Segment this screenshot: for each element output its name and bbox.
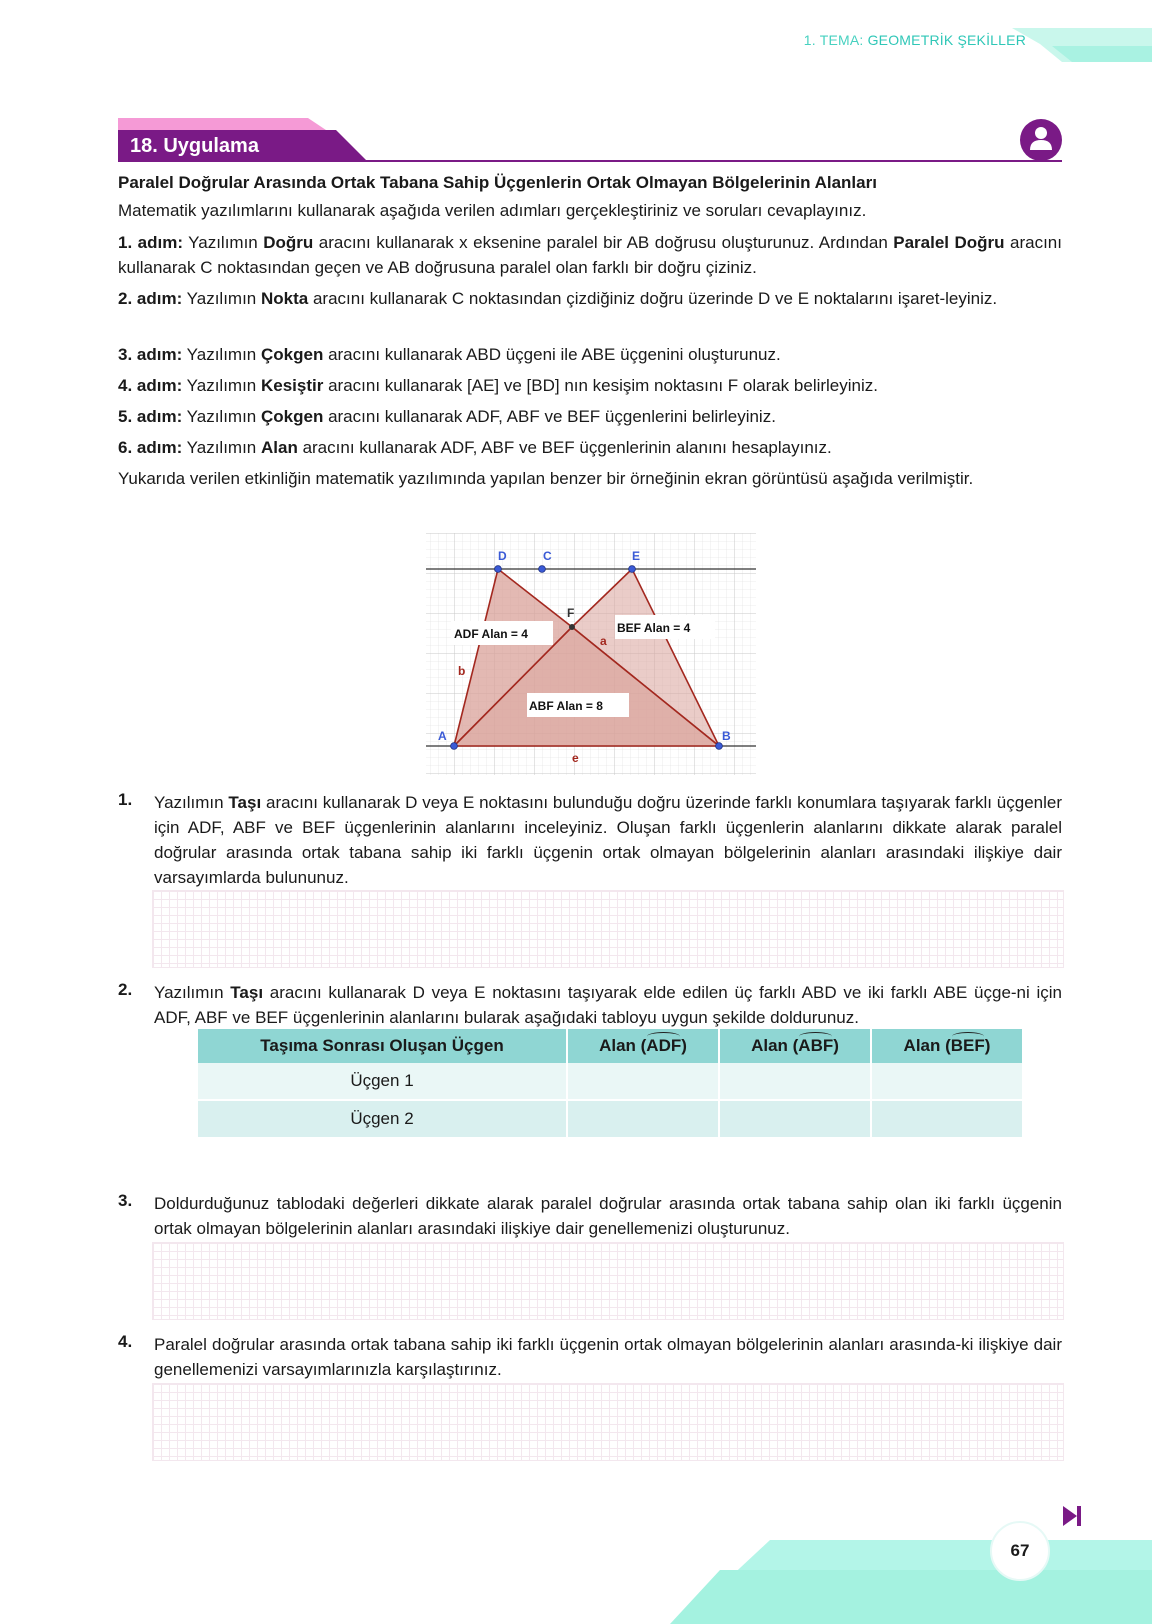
cell-bef-1[interactable]: [872, 1063, 1022, 1101]
table-header-bef: Alan (BEF): [872, 1029, 1022, 1063]
question-3-text: Doldurduğunuz tablodaki değerleri dikkate alarak paralel doğrular arasında ortak tabana sahip olan iki farklı üçgenin ortak olmayan bölgelerinin alanları arasındaki ilişkiye dair genellemenizi oluşturunuz.: [154, 1194, 1062, 1238]
row-label-1: Üçgen 1: [198, 1063, 566, 1101]
step-6: 6. adım: Yazılımın Alan aracını kullanarak ADF, ABF ve BEF üçgenlerinin alanını hesaplayınız.: [118, 438, 832, 457]
point-e: [629, 566, 636, 573]
step-2: 2. adım: Yazılımın Nokta aracını kullanarak C noktasından çizdiğiniz doğru üzerinde D ve E noktalarını işaret-leyiniz.: [118, 289, 998, 308]
step-3: 3. adım: Yazılımın Çokgen aracını kullanarak ABD üçgeni ile ABE üçgenini oluşturunuz.: [118, 345, 781, 364]
answer-area-1[interactable]: [152, 890, 1064, 968]
table-header-adf: Alan (ADF): [568, 1029, 718, 1063]
point-b: [716, 743, 723, 750]
label-e: E: [632, 549, 641, 563]
table-header-triangle: Taşıma Sonrası Oluşan Üçgen: [198, 1029, 566, 1063]
cell-abf-1[interactable]: [720, 1063, 870, 1101]
label-a: A: [438, 729, 447, 743]
question-2-text: Yazılımın Taşı aracını kullanarak D veya E noktasını taşıyarak elde edilen üç farklı ABD ve iki farklı ABE üçge-ni için ADF, ABF ve BEF üçgenlerinin alanlarını bularak aşağıdaki tabloyu uygun şekilde doldurunuz.: [154, 983, 1062, 1027]
answer-area-3[interactable]: [152, 1242, 1064, 1320]
label-segment-a: a: [600, 634, 607, 648]
abf-area-label: ABF Alan = 8: [529, 699, 603, 713]
row-label-2: Üçgen 2: [198, 1101, 566, 1137]
label-b: B: [722, 729, 731, 743]
person-icon: [1020, 119, 1062, 161]
theme-prefix: 1. TEMA:: [803, 32, 868, 48]
point-c: [539, 566, 546, 573]
label-c: C: [543, 549, 552, 563]
section-title: 18. Uygulama: [130, 135, 259, 157]
area-table: [196, 1029, 1024, 1137]
activity-heading: Paralel Doğrular Arasında Ortak Tabana Sahip Üçgenlerin Ortak Olmayan Bölgelerinin Alanları: [118, 173, 877, 192]
step-5: 5. adım: Yazılımın Çokgen aracını kullanarak ADF, ABF ve BEF üçgenlerini belirleyiniz.: [118, 407, 776, 426]
label-d: D: [498, 549, 507, 563]
adf-area-label: ADF Alan = 4: [454, 627, 528, 641]
footer-decoration: [640, 1540, 1152, 1624]
theme-name: GEOMETRİK ŞEKİLLER: [867, 32, 1026, 48]
outro-text: Yukarıda verilen etkinliğin matematik yazılımında yapılan benzer bir örneğinin ekran görüntüsü aşağıda verilmiştir.: [118, 469, 974, 488]
point-f: [569, 624, 575, 630]
step-4: 4. adım: Yazılımın Kesiştir aracını kullanarak [AE] ve [BD] nın kesişim noktasını F olarak belirleyiniz.: [118, 376, 878, 395]
label-f: F: [567, 606, 575, 620]
bef-area-label: BEF Alan = 4: [617, 621, 691, 635]
page-number: 67: [990, 1521, 1050, 1581]
theme-header: [804, 32, 1026, 48]
next-page-icon[interactable]: [1061, 1504, 1083, 1528]
question-1-text: Yazılımın Taşı aracını kullanarak D veya E noktasını bulunduğu doğru üzerinde farklı konumlara taşıyarak farklı üçgenler için ADF, ABF ve BEF üçgenlerinin alanlarını inceleyiniz. Oluşan farklı üçgenlerin alanlarını dikkate alarak paralel doğrular arasında ortak tabana sahip iki farklı üçgenin ortak olmayan bölgelerinin alanları arasındaki ilişkiye dair varsayımlarda bulununuz.: [154, 793, 1062, 887]
intro-text: Matematik yazılımlarını kullanarak aşağıda verilen adımları gerçekleştiriniz ve soruları cevaplayınız.: [118, 201, 867, 220]
label-segment-e: e: [572, 751, 579, 765]
title-bar: [118, 118, 1062, 164]
point-a: [451, 743, 458, 750]
question-4-text: Paralel doğrular arasında ortak tabana sahip iki farklı üçgenin ortak olmayan bölgelerinin alanları arasında-ki ilişkiye dair genellemenizi varsayımlarınızla karşılaştırınız.: [154, 1335, 1062, 1379]
cell-abf-2[interactable]: [720, 1101, 870, 1137]
table-row: [198, 1101, 1022, 1137]
question-2-number: 2.: [118, 980, 133, 999]
question-3-number: 3.: [118, 1191, 133, 1210]
table-header-abf: Alan (ABF): [720, 1029, 870, 1063]
point-d: [495, 566, 502, 573]
cell-bef-2[interactable]: [872, 1101, 1022, 1137]
step-1: 1. adım: Yazılımın Doğru aracını kullanarak x eksenine paralel bir AB doğrusu oluşturunuz. Ardından Paralel Doğru aracını kullanarak C noktasından geçen ve AB doğrusuna paralel olan farklı bir doğru çiziniz.: [118, 233, 1062, 277]
table-row: [198, 1063, 1022, 1101]
label-segment-b: b: [458, 664, 466, 678]
question-4-number: 4.: [118, 1332, 133, 1351]
cell-adf-1[interactable]: [568, 1063, 718, 1101]
answer-area-4[interactable]: [152, 1383, 1064, 1461]
geometry-figure: [426, 533, 756, 775]
cell-adf-2[interactable]: [568, 1101, 718, 1137]
question-1-number: 1.: [118, 790, 133, 809]
corner-decoration: [1012, 28, 1152, 62]
